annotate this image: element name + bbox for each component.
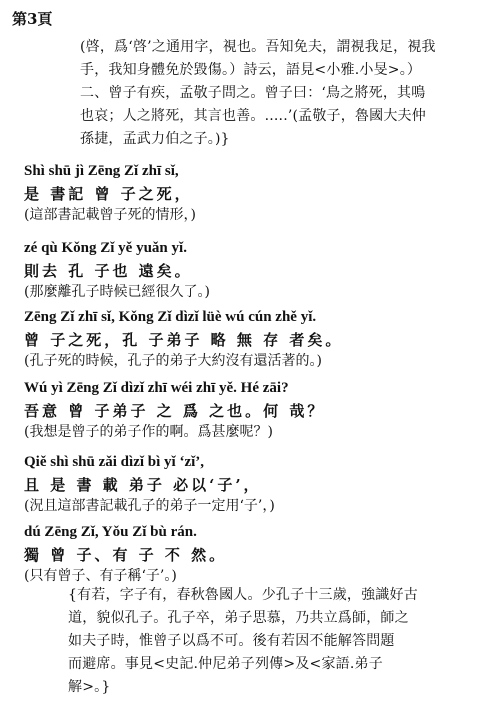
pinyin-line: Qiě shì shū zǎi dìzǐ bì yǐ ‘zǐ’, bbox=[24, 454, 205, 470]
note-line: 孫捷，孟武力伯之子。)} bbox=[80, 131, 230, 147]
translation-line: (孔子死的時候，孔子的弟子大約沒有還活著的。) bbox=[24, 353, 322, 369]
annotation-note-top bbox=[80, 36, 490, 151]
note-line: 道，貌似孔子。孔子卒，弟子思慕，乃共立爲師，師之 bbox=[68, 610, 409, 626]
pinyin-line: Shì shū jì Zēng Zǐ zhī sǐ, bbox=[24, 163, 179, 179]
translation-line: (只有曾子、有子稱‘子’。) bbox=[24, 568, 177, 584]
hanzi-line: 且 是 書 載 弟子 必以‘子’， bbox=[24, 476, 262, 494]
hanzi-line: 吾意 曾 子弟子 之 爲 之也。何 哉？ bbox=[24, 402, 326, 420]
translation-line: (況且這部書記載孔子的弟子一定用‘子’，) bbox=[24, 498, 275, 514]
note-line: 解>。} bbox=[68, 679, 111, 695]
hanzi-line: 獨 曾 子、有 子 不 然。 bbox=[24, 546, 228, 564]
note-line: 也哀；人之將死，其言也善。.....’(孟敬子，魯國大夫仲 bbox=[80, 108, 426, 124]
pinyin-line: Wú yì Zēng Zǐ dìzǐ zhī wéi zhī yě. Hé zāi? bbox=[24, 380, 289, 396]
page-header: 第3頁 bbox=[12, 10, 53, 28]
pinyin-line: zé qù Kǒng Zǐ yě yuǎn yǐ. bbox=[24, 240, 187, 256]
translation-line: (我想是曾子的弟子作的啊。爲甚麼呢？) bbox=[24, 424, 273, 440]
pinyin-line: Zēng Zǐ zhī sǐ, Kǒng Zǐ dìzǐ lüè wú cún zhě yǐ. bbox=[24, 309, 317, 325]
hanzi-line: 是 書記 曾 子之死， bbox=[24, 185, 193, 203]
annotation-note-bottom bbox=[68, 584, 478, 699]
translation-line: (那麼離孔子時候已經很久了。) bbox=[24, 284, 210, 300]
hanzi-line: 則去 孔 子也 遠矣。 bbox=[24, 262, 193, 280]
pinyin-line: dú Zēng Zǐ, Yǒu Zǐ bù rán. bbox=[24, 524, 197, 540]
translation-line: (這部書記載曾子死的情形，) bbox=[24, 207, 196, 223]
note-line: 二、曾子有疾，孟敬子問之。曾子曰：‘鳥之將死，其鳴 bbox=[80, 85, 426, 101]
note-line: {有若，字子有，春秋魯國人。少孔子十三歲，強識好古 bbox=[68, 587, 418, 603]
note-line: 而避席。事見<史記.仲尼弟子列傳>及<家語.弟子 bbox=[68, 656, 383, 672]
note-line: 如夫子時，惟曾子以爲不可。後有若因不能解答問題 bbox=[68, 633, 395, 649]
hanzi-line: 曾 子之死，孔 子弟子 略 無 存 者矣。 bbox=[24, 331, 344, 349]
note-line: (啓，爲‘啓’之通用字，視也。吾知免夫，謂視我足，視我 bbox=[80, 39, 436, 55]
note-line: 手，我知身體免於毀傷。）詩云，語見<小雅.小旻>。） bbox=[80, 62, 422, 78]
